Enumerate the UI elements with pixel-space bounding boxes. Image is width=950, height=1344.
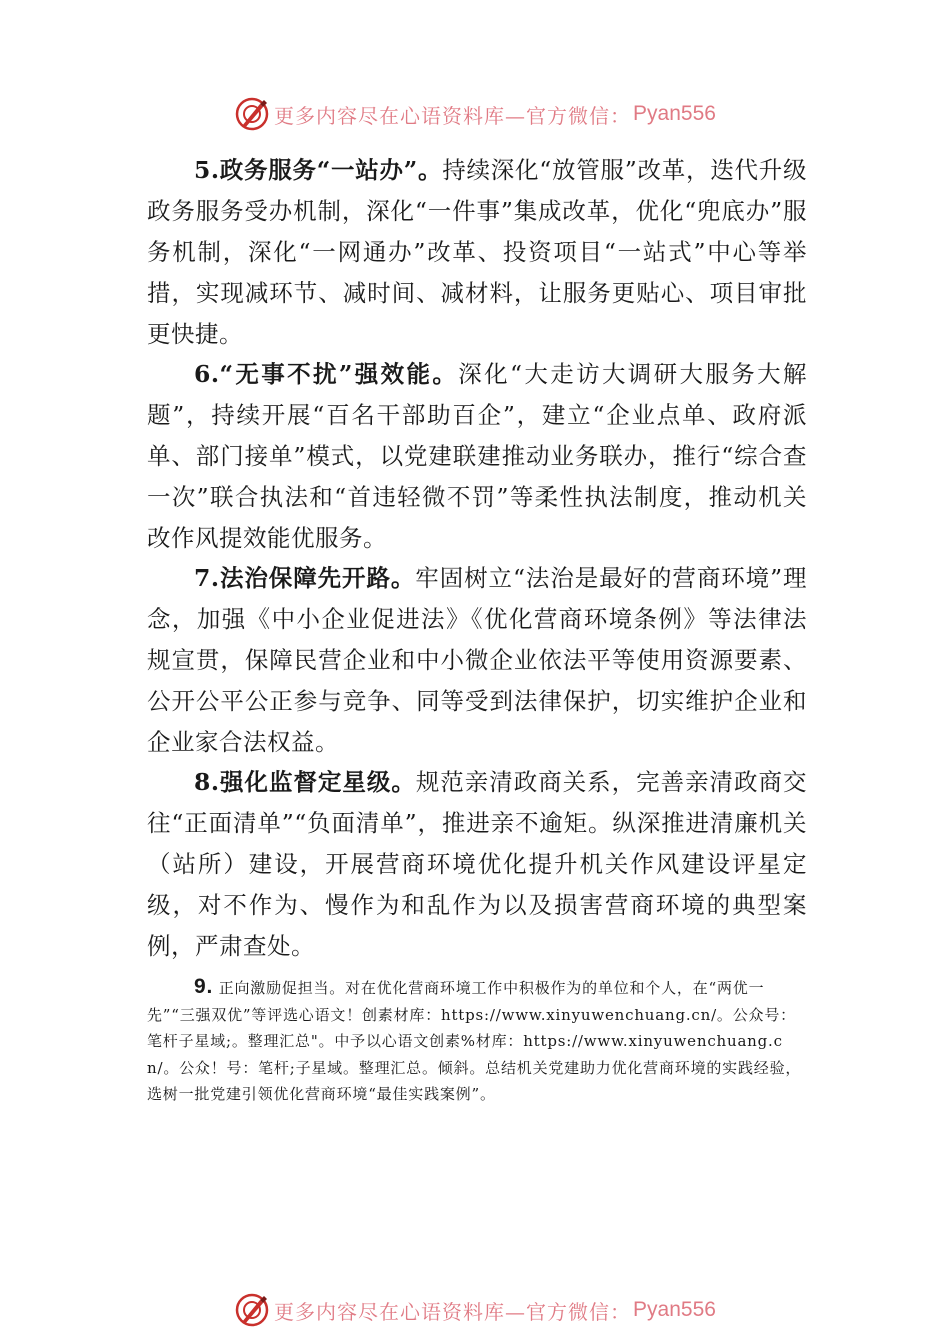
paragraph-5-text: 持续深化“放管服”改革，迭代升级政务服务受办机制，深化“一件事”集成改革，优化“兜底办”服务机制，深化“一网通办”改革、投资项目“一站式”中心等举措，实现减环节、减时间、减材料，让服务更贴心、项目审批更快捷。 <box>147 156 807 348</box>
paragraph-5 <box>147 150 807 355</box>
paragraph-6-text: 深化“大走访大调研大服务大解题”，持续开展“百名干部助百企”，建立“企业点单、政府派单、部门接单”模式，以党建联建推动业务联办，推行“综合查一次”联合执法和“首违轻微不罚”等柔性执法制度，推动机关改作风提效能优服务。 <box>147 360 807 552</box>
header-watermark-banner <box>0 94 950 134</box>
paragraph-6-heading: 6.“无事不扰”强效能。 <box>194 360 459 388</box>
paragraph-9-number: 9. <box>194 975 214 998</box>
paragraph-7-heading: 7.法治保障先开路。 <box>194 564 416 592</box>
paragraph-8 <box>147 762 807 967</box>
paragraph-7-text: 牢固树立“法治是最好的营商环境”理念，加强《中小企业促进法》《优化营商环境条例》等法律法规宣贯，保障民营企业和中小微企业依法平等使用资源要素、公开公平公正参与竞争、同等受到法律保护，切实维护企业和企业家合法权益。 <box>147 564 807 756</box>
paragraph-5-heading: 5.政务服务“一站办”。 <box>194 156 443 184</box>
banner-wechat-id: Pyan556 <box>633 1298 716 1321</box>
paragraph-9-text: 正向激励促担当。对在优化营商环境工作中积极作为的单位和个人，在“两优一先”“三强双优”等评选心语文！创素材库：https://www.xinyuwenchuang.cn/。公众号：笔杆子星域;。整理汇总"。中予以心语文创素%材库：https://www.xinyuwenchuang.cn/。公众！号：笔杆;子星域。整理汇总。倾斜。总结机关党建助力优化营商环境的实践经验，选树一批党建引领优化营商环境“最佳实践案例”。 <box>147 979 802 1103</box>
pen-logo-icon <box>234 1292 270 1328</box>
paragraph-9 <box>147 974 807 1108</box>
paragraph-8-text: 规范亲清政商关系，完善亲清政商交往“正面清单”“负面清单”，推进亲不逾矩。纵深推进清廉机关（站所）建设，开展营商环境优化提升机关作风建设评星定级，对不作为、慢作为和乱作为以及损害营商环境的典型案例，严肃查处。 <box>147 768 807 960</box>
pen-logo-icon <box>234 96 270 132</box>
banner-text: 更多内容尽在心语资料库—官方微信： <box>274 1299 632 1324</box>
footer-watermark-banner <box>0 1290 950 1330</box>
document-body <box>147 150 807 1123</box>
banner-text: 更多内容尽在心语资料库—官方微信： <box>274 103 632 128</box>
paragraph-8-heading: 8.强化监督定星级。 <box>194 768 416 796</box>
paragraph-7 <box>147 558 807 763</box>
banner-wechat-id: Pyan556 <box>633 102 716 125</box>
paragraph-6 <box>147 354 807 559</box>
